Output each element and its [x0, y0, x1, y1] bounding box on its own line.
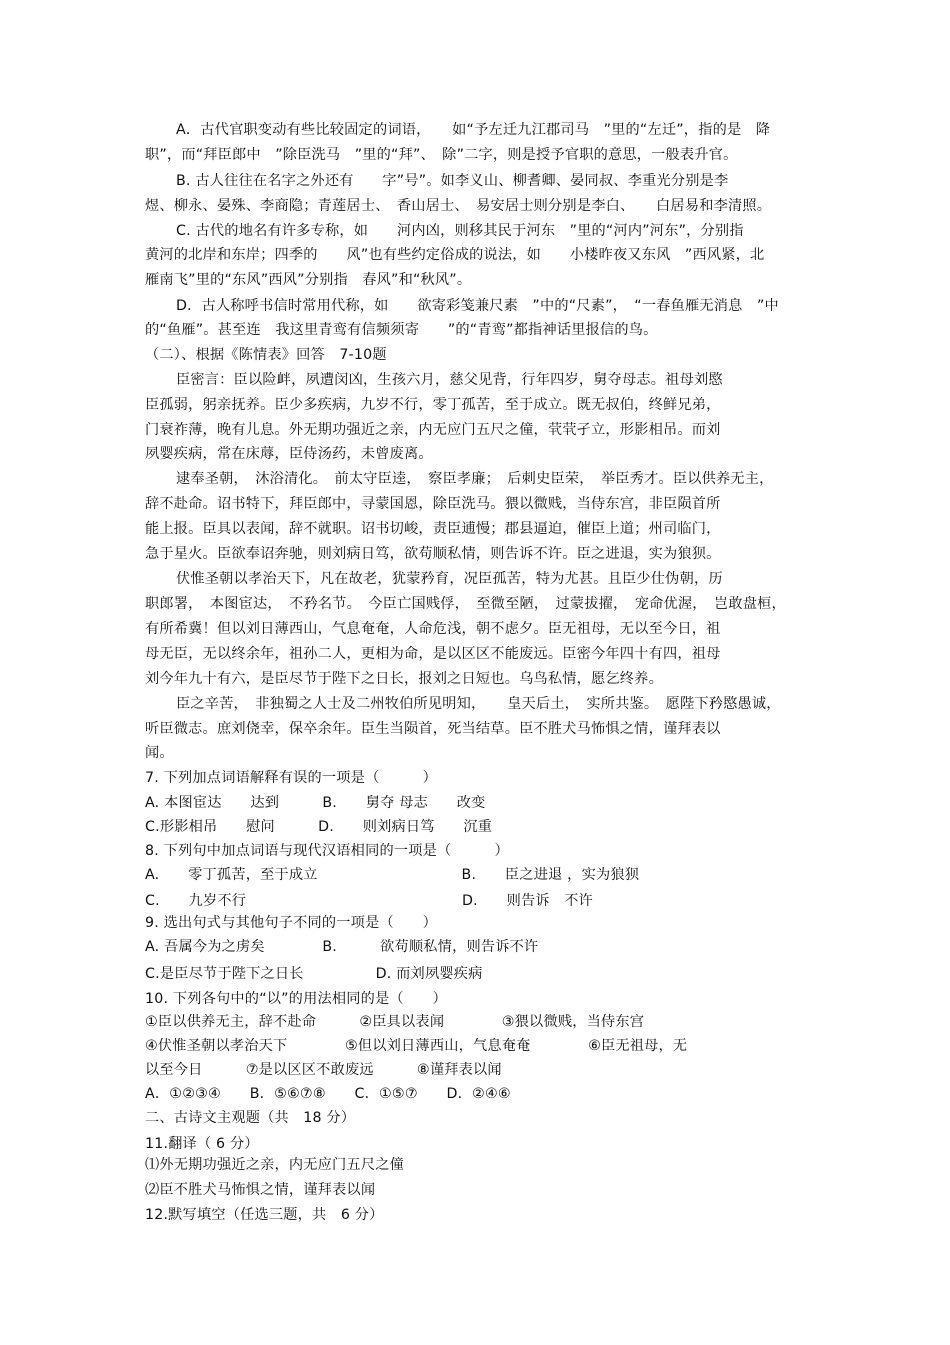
passage-line: 刘今年九十有六，是臣尽节于陛下之日长，报刘之日短也。乌鸟私情，愿乞终养。: [145, 671, 663, 687]
passage-line: 逮奉圣朝， 沐浴清化。 前太守臣逵， 察臣孝廉； 后刺史臣荣， 举臣秀才。臣以供养无主，: [176, 471, 774, 487]
section-heading: （二）、根据《陈情表》回答 7-10题: [145, 347, 387, 363]
question-9: 9. 选出句式与其他句子不同的一项是（ ）: [145, 915, 438, 931]
passage-line: 有所希冀！但以刘日薄西山，气息奄奄，人命危浅，朝不虑夕。臣无祖母，无以至今日，祖: [145, 621, 721, 637]
question-11: 11.翻译（ 6 分）: [145, 1136, 259, 1152]
passage-line: 夙婴疾病，常在床蓐，臣侍汤药，未曾废离。: [145, 446, 433, 462]
question-12: 12.默写填空（任选三题，共 6 分）: [145, 1207, 384, 1223]
question-8: 8. 下列句中加点词语与现代汉语相同的一项是（ ）: [145, 843, 509, 859]
option-c-line-3: 雁南飞”里的“东风”西风”分别指 春风”和“秋风”。: [145, 272, 472, 288]
question-10: 10. 下列各句中的“以”的用法相同的是（ ）: [145, 991, 447, 1007]
passage-line: 听臣微志。庶刘侥幸，保卒余年。臣生当陨首，死当结草。臣不胜犬马怖惧之情，谨拜表以: [145, 721, 721, 737]
option-b-line-1: B. 古人往往在名字之外还有 字”号”。如李义山、柳耆卿、晏同叔、李重光分别是李: [176, 173, 729, 189]
question-8-options: A. 零丁孤苦，至于成立 B. 臣之进退 ，实为狼狈: [145, 867, 640, 883]
question-10-items: ①臣以供养无主，辞不赴命 ②臣具以表闻 ③猥以微贱，当侍东宫: [145, 1014, 645, 1030]
option-c-line-1: C. 古代的地名有许多专称，如 河内凶，则移其民于河东 ”里的“河内”河东”，分别指: [176, 223, 744, 239]
question-10-items: 以至今日 ⑦是以区区不敢废远 ⑧谨拜表以闻: [145, 1062, 502, 1078]
question-7: 7. 下列加点词语解释有误的一项是（ ）: [145, 770, 438, 786]
option-d-line-1: D．古人称呼书信时常用代称，如 欲寄彩笺兼尺素 ”中的“尺素”， “一春鱼雁无消息 ”中: [176, 298, 779, 314]
passage-line: 职郎署， 本图宦达， 不矜名节。 今臣亡国贱俘， 至微至陋， 过蒙拔擢， 宠命优渥， 岂敢盘桓，: [145, 596, 786, 612]
question-9-options: C.是臣尽节于陛下之日长 D. 而刘夙婴疾病: [145, 966, 483, 982]
passage-line: 臣密言：臣以险衅，夙遭闵凶，生孩六月，慈父见背，行年四岁，舅夺母志。祖母刘愍: [176, 372, 723, 388]
question-10-items: ④伏惟圣朝以孝治天下 ⑤但以刘日薄西山，气息奄奄 ⑥臣无祖母，无: [145, 1038, 688, 1054]
question-7-options: A. 本图宦达 达到 B. 舅夺 母志 改变: [145, 795, 486, 811]
option-a-line-1: A．古代官职变动有些比较固定的词语， 如“予左迁九江郡司马 ”里的“左迁”，指的是 降: [176, 122, 771, 138]
passage-line: 臣孤弱，躬亲抚养。臣少多疾病，九岁不行，零丁孤苦，至于成立。既无叔伯，终鲜兄弟，: [145, 397, 721, 413]
question-10-options: A．①②③④ B．⑤⑥⑦⑧ C．①⑤⑦ D．②④⑥: [145, 1086, 511, 1102]
passage-line: 臣之辛苦， 非独蜀之人士及二州牧伯所见明知， 皇天后土， 实所共鉴。 愿陛下矜愍愚诚，: [176, 696, 781, 712]
question-8-options: C. 九岁不行 D. 则告诉 不许: [145, 893, 593, 909]
option-d-line-2: 的“鱼雁”。甚至连 我这里青鸾有信频须寄 ”的“青鸾”都指神话里报信的鸟。: [145, 322, 658, 338]
passage-line: 门衰祚薄，晚有儿息。外无期功强近之亲，内无应门五尺之僮，茕茕孑立，形影相吊。而刘: [145, 422, 721, 438]
option-b-line-2: 煜、柳永、晏殊、李商隐；青莲居士、 香山居士、 易安居士则分别是李白、 白居易和李清照。: [145, 198, 772, 214]
passage-line: 母无臣，无以终余年，祖孙二人，更相为命，是以区区不能废远。臣密今年四十有四，祖母: [145, 646, 721, 662]
question-9-options: A. 吾属今为之虏矣 B. 欲苟顺私情，则告诉不许: [145, 939, 539, 955]
passage-line: 能上报。臣具以表闻，辞不就职。诏书切峻，责臣逋慢；郡县逼迫，催臣上道；州司临门，: [145, 521, 721, 537]
part-two-heading: 二、古诗文主观题（共 18 分）: [145, 1110, 356, 1126]
question-7-options: C.形影相吊 慰问 D. 则刘病日笃 沉重: [145, 819, 493, 835]
question-11-item: ⑴外无期功强近之亲，内无应门五尺之僮: [145, 1157, 404, 1173]
option-c-line-2: 黄河的北岸和东岸；四季的 风”也有些约定俗成的说法，如 小楼昨夜又东风 ”西风紧，北: [145, 247, 765, 263]
question-11-item: ⑵臣不胜犬马怖惧之情，谨拜表以闻: [145, 1182, 376, 1198]
passage-line: 辞不赴命。诏书特下，拜臣郎中，寻蒙国恩，除臣洗马。猥以微贱，当侍东宫，非臣陨首所: [145, 496, 721, 512]
option-a-line-2: 职”，而“拜臣郎中 ”除臣洗马 ”里的“拜”、 除”二字，则是授予官职的意思，一般表升官。: [145, 147, 738, 163]
passage-line: 闻。: [145, 745, 174, 761]
passage-line: 伏惟圣朝以孝治天下，凡在故老，犹蒙矜育，况臣孤苦，特为尤甚。且臣少仕伪朝，历: [176, 571, 723, 587]
passage-line: 急于星火。臣欲奉诏奔驰，则刘病日笃，欲苟顺私情，则告诉不许。臣之进退，实为狼狈。: [145, 546, 721, 562]
